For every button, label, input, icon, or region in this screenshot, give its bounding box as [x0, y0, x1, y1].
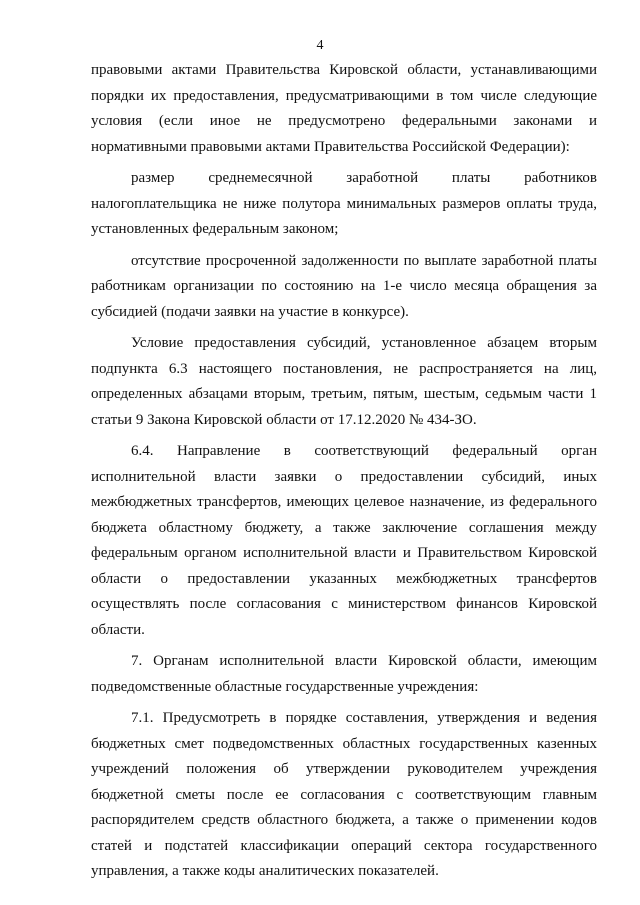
- page-number: 4: [316, 38, 324, 53]
- document-body: [91, 58, 597, 885]
- paragraph-continuation: правовыми актами Правительства Кировской области, устанавливающими порядки их предоставления, предусматривающими в том числе следующие условия (если иное не предусмотрено федеральными законами и нормативными правовыми актами Правительства Российской Федерации):: [91, 62, 597, 155]
- paragraph-clause-7-1: 7.1. Предусмотреть в порядке составления, утверждения и ведения бюджетных смет подведомственных областных государственных казенных учреждений положения об утверждении руководителем учреждения бюджетной сметы после ее согласования с соответствующим главным распорядителем средств областного бюджета, а также о применении кодов статей и подстатей классификации операций сектора государственного управления, а также коды аналитических показателей.: [91, 710, 597, 879]
- paragraph-clause-6-4: 6.4. Направление в соответствующий федеральный орган исполнительной власти заявки о предоставлении субсидий, иных межбюджетных трансфертов, имеющих целевое назначение, из федерального бюджета областному бюджету, а также заключение соглашения между федеральным органом исполнительной власти и Правительством Кировской области о предоставлении указанных межбюджетных трансфертов осуществлять после согласования с министерством финансов Кировской области.: [91, 443, 597, 638]
- paragraph-subsidy-exemption: Условие предоставления субсидий, установленное абзацем вторым подпункта 6.3 настоящего постановления, не распространяется на лиц, определенных абзацами вторым, третьим, пятым, шестым, седьмым части 1 статьи 9 Закона Кировской области от 17.12.2020 № 434-ЗО.: [91, 335, 597, 428]
- paragraph-clause-7: 7. Органам исполнительной власти Кировской области, имеющим подведомственные областные государственные учреждения:: [91, 653, 597, 695]
- paragraph-no-arrears-condition: отсутствие просроченной задолженности по выплате заработной платы работникам организации по состоянию на 1-е число месяца обращения за субсидией (подачи заявки на участие в конкурсе).: [91, 252, 597, 320]
- paragraph-salary-condition: размер среднемесячной заработной платы работников налогоплательщика не ниже полутора минимальных размеров оплаты труда, установленных федеральным законом;: [91, 170, 597, 237]
